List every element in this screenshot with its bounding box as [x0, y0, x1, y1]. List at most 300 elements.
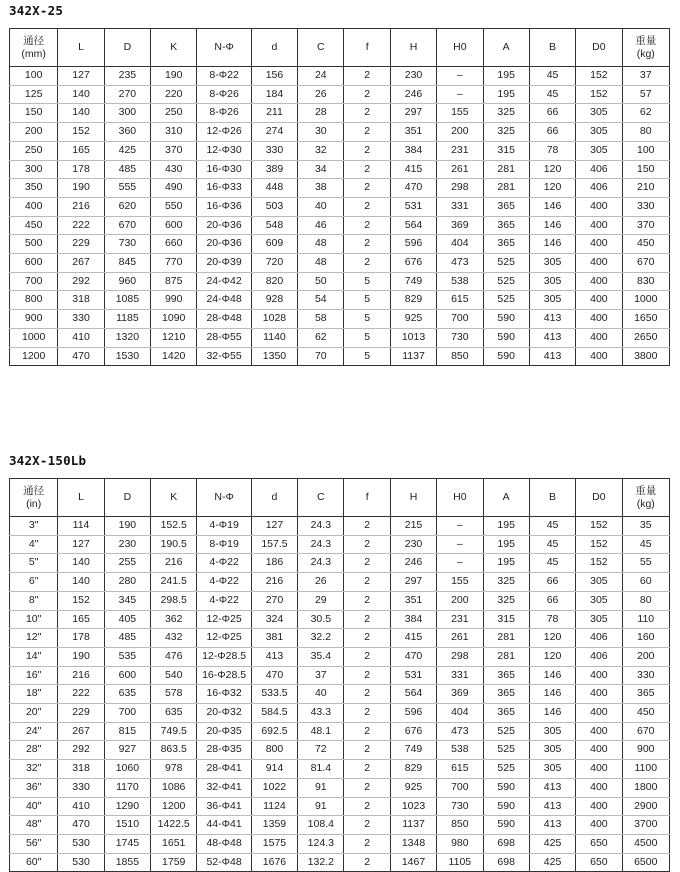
- table-cell: 345: [104, 591, 150, 610]
- table-cell: 292: [58, 272, 104, 291]
- table-cell: 400: [576, 797, 622, 816]
- table-cell: 590: [483, 778, 529, 797]
- table-row: [10, 179, 670, 198]
- table-cell: 108.4: [298, 816, 344, 835]
- table-cell: 425: [104, 141, 150, 160]
- table-cell: 16-Φ30: [197, 160, 251, 179]
- column-header-text: L: [78, 41, 84, 53]
- table-cell: 400: [576, 235, 622, 254]
- table-cell: 230: [104, 535, 150, 554]
- table-cell: 80: [622, 591, 669, 610]
- table-row: [10, 141, 670, 160]
- table-cell: 1137: [390, 347, 436, 366]
- table-cell: 960: [104, 272, 150, 291]
- table-cell: 152: [576, 535, 622, 554]
- table-cell: 670: [622, 254, 669, 273]
- table-cell: 190: [58, 179, 104, 198]
- table-cell: 140: [58, 85, 104, 104]
- table-cell: 415: [390, 629, 436, 648]
- table-cell: 29: [298, 591, 344, 610]
- table-cell: 12-Φ25: [197, 610, 251, 629]
- table-cell: 222: [58, 216, 104, 235]
- table-cell: 200: [10, 123, 58, 142]
- table-cell: 152: [58, 123, 104, 142]
- table-cell: 351: [390, 591, 436, 610]
- table-cell: 305: [529, 760, 575, 779]
- table-cell: 720: [251, 254, 297, 273]
- column-header-text: B: [549, 41, 557, 53]
- table-cell: 150: [622, 160, 669, 179]
- table-cell: 1467: [390, 853, 436, 872]
- table-cell: 184: [251, 85, 297, 104]
- table-cell: 927: [104, 741, 150, 760]
- table-cell: 55: [622, 554, 669, 573]
- table-cell: 24.3: [298, 535, 344, 554]
- column-header-text: C: [317, 41, 325, 53]
- table-cell: 500: [10, 235, 58, 254]
- table-cell: 470: [251, 666, 297, 685]
- table-cell: 331: [437, 197, 483, 216]
- table-cell: 700: [10, 272, 58, 291]
- table-cell: 32-Φ41: [197, 778, 251, 797]
- column-header: [151, 29, 197, 67]
- table-cell: 28-Φ55: [197, 328, 251, 347]
- table-cell: 473: [437, 722, 483, 741]
- table-cell: 305: [529, 741, 575, 760]
- table-cell: 432: [151, 629, 197, 648]
- table-cell: 8": [10, 591, 58, 610]
- table-cell: 1200: [10, 347, 58, 366]
- table-cell: 1170: [104, 778, 150, 797]
- table-cell: 45: [529, 535, 575, 554]
- table-cell: 318: [58, 760, 104, 779]
- table-cell: 250: [10, 141, 58, 160]
- table-cell: 400: [576, 778, 622, 797]
- table-cell: 16-Φ28.5: [197, 666, 251, 685]
- table-cell: 400: [576, 291, 622, 310]
- table-cell: 20-Φ36: [197, 216, 251, 235]
- table-title-342x-150lb: 342X-150Lb: [9, 453, 87, 468]
- column-header: [344, 479, 390, 517]
- table-cell: 146: [529, 197, 575, 216]
- table-cell: 48: [298, 254, 344, 273]
- table-cell: 830: [622, 272, 669, 291]
- table-cell: 485: [104, 629, 150, 648]
- table-cell: 72: [298, 741, 344, 760]
- table-cell: 2: [344, 741, 390, 760]
- table-cell: 35.4: [298, 647, 344, 666]
- table-cell: 274: [251, 123, 297, 142]
- table-cell: 26: [298, 85, 344, 104]
- table-cell: 32": [10, 760, 58, 779]
- table-cell: 330: [58, 778, 104, 797]
- table-cell: 590: [483, 310, 529, 329]
- table-cell: 315: [483, 141, 529, 160]
- table-cell: 80: [622, 123, 669, 142]
- table-cell: 2: [344, 179, 390, 198]
- column-header-text: K: [170, 491, 178, 503]
- table-cell: 609: [251, 235, 297, 254]
- table-cell: 52-Φ48: [197, 853, 251, 872]
- table-cell: 1023: [390, 797, 436, 816]
- table-cell: 400: [576, 741, 622, 760]
- table-cell: 2: [344, 722, 390, 741]
- table-row: [10, 123, 670, 142]
- table-row: [10, 685, 670, 704]
- table-cell: 305: [576, 610, 622, 629]
- table-cell: 330: [622, 666, 669, 685]
- column-header: [197, 29, 251, 67]
- table-cell: 246: [390, 554, 436, 573]
- table-cell: 978: [151, 760, 197, 779]
- table-cell: 146: [529, 666, 575, 685]
- table-cell: 38: [298, 179, 344, 198]
- table-cell: 298.5: [151, 591, 197, 610]
- table-cell: 1000: [10, 328, 58, 347]
- table-cell: 845: [104, 254, 150, 273]
- table-cell: 2: [344, 141, 390, 160]
- table-cell: 820: [251, 272, 297, 291]
- table-cell: 12-Φ28.5: [197, 647, 251, 666]
- table-cell: 200: [437, 591, 483, 610]
- table-cell: 525: [483, 741, 529, 760]
- table-cell: 2: [344, 85, 390, 104]
- table-cell: 91: [298, 778, 344, 797]
- table-cell: 615: [437, 291, 483, 310]
- table-cell: 450: [622, 704, 669, 723]
- table-cell: 24": [10, 722, 58, 741]
- table-cell: 210: [622, 179, 669, 198]
- table-cell: 676: [390, 254, 436, 273]
- table-cell: 369: [437, 216, 483, 235]
- table-cell: 216: [151, 554, 197, 573]
- table-row: [10, 535, 670, 554]
- table-cell: 485: [104, 160, 150, 179]
- table-cell: 45: [529, 67, 575, 86]
- table-cell: 190: [104, 517, 150, 536]
- table-cell: 525: [483, 722, 529, 741]
- table-cell: 305: [576, 141, 622, 160]
- table-cell: 270: [104, 85, 150, 104]
- table-cell: 222: [58, 685, 104, 704]
- table-cell: 548: [251, 216, 297, 235]
- column-header: [58, 29, 104, 67]
- table-cell: 1422.5: [151, 816, 197, 835]
- table-cell: 2: [344, 610, 390, 629]
- table-cell: 325: [483, 123, 529, 142]
- column-header-text: K: [170, 41, 178, 53]
- table-cell: 2: [344, 591, 390, 610]
- table-cell: 365: [622, 685, 669, 704]
- table-cell: 58: [298, 310, 344, 329]
- table-cell: 413: [529, 328, 575, 347]
- table-cell: 531: [390, 666, 436, 685]
- table-row: [10, 853, 670, 872]
- table-cell: 156: [251, 67, 297, 86]
- table-cell: 152.5: [151, 517, 197, 536]
- table-cell: –: [437, 85, 483, 104]
- table-row: [10, 347, 670, 366]
- column-header-text: A: [502, 491, 510, 503]
- table-cell: 1320: [104, 328, 150, 347]
- table-cell: 300: [10, 160, 58, 179]
- table-cell: 925: [390, 778, 436, 797]
- spec-table-342x-25: [9, 28, 670, 366]
- column-header: [58, 479, 104, 517]
- table-cell: 100: [622, 141, 669, 160]
- table-cell: 140: [58, 573, 104, 592]
- table-cell: 900: [10, 310, 58, 329]
- table-cell: 470: [390, 647, 436, 666]
- table-cell: 2: [344, 853, 390, 872]
- table-cell: 1137: [390, 816, 436, 835]
- table-cell: 32: [298, 141, 344, 160]
- table-cell: 365: [483, 704, 529, 723]
- table-row: [10, 328, 670, 347]
- table-cell: 450: [10, 216, 58, 235]
- table-cell: 863.5: [151, 741, 197, 760]
- table-cell: 24-Φ48: [197, 291, 251, 310]
- table-cell: 146: [529, 704, 575, 723]
- table-cell: 220: [151, 85, 197, 104]
- table-cell: 1200: [151, 797, 197, 816]
- table-cell: 62: [622, 104, 669, 123]
- table-cell: 165: [58, 141, 104, 160]
- column-header: [251, 479, 297, 517]
- table-cell: 190.5: [151, 535, 197, 554]
- table-cell: 45: [529, 517, 575, 536]
- table-cell: 928: [251, 291, 297, 310]
- table-cell: 404: [437, 704, 483, 723]
- table-cell: 190: [151, 67, 197, 86]
- table-cell: 152: [576, 67, 622, 86]
- table-cell: 1028: [251, 310, 297, 329]
- table-cell: 28-Φ35: [197, 741, 251, 760]
- table-cell: 473: [437, 254, 483, 273]
- table-cell: 700: [104, 704, 150, 723]
- column-header: [483, 29, 529, 67]
- table-cell: 20-Φ36: [197, 235, 251, 254]
- table-cell: 1124: [251, 797, 297, 816]
- table-cell: 267: [58, 722, 104, 741]
- table-cell: 16-Φ33: [197, 179, 251, 198]
- table-cell: 530: [58, 834, 104, 853]
- table-cell: 450: [622, 235, 669, 254]
- table-cell: 1060: [104, 760, 150, 779]
- table-cell: 48: [298, 235, 344, 254]
- table-cell: 400: [576, 760, 622, 779]
- table-row: [10, 647, 670, 666]
- table-cell: 20-Φ35: [197, 722, 251, 741]
- table-cell: 91: [298, 797, 344, 816]
- table-cell: 120: [529, 179, 575, 198]
- table-row: [10, 216, 670, 235]
- table-cell: 384: [390, 610, 436, 629]
- table-cell: 195: [483, 517, 529, 536]
- table-cell: 360: [104, 123, 150, 142]
- table-cell: 369: [437, 685, 483, 704]
- table-cell: 36-Φ41: [197, 797, 251, 816]
- table-cell: 400: [576, 310, 622, 329]
- table-cell: 16-Φ32: [197, 685, 251, 704]
- table-cell: –: [437, 67, 483, 86]
- table-cell: 4-Φ22: [197, 591, 251, 610]
- table-cell: 698: [483, 853, 529, 872]
- table-cell: 2: [344, 235, 390, 254]
- table-cell: 18": [10, 685, 58, 704]
- table-cell: 56": [10, 834, 58, 853]
- table-cell: 8-Φ26: [197, 104, 251, 123]
- table-cell: 564: [390, 685, 436, 704]
- table-cell: 1105: [437, 853, 483, 872]
- table-cell: 525: [483, 291, 529, 310]
- table-cell: 310: [151, 123, 197, 142]
- table-cell: 70: [298, 347, 344, 366]
- column-header: [298, 29, 344, 67]
- table-cell: 698: [483, 834, 529, 853]
- table-cell: 1530: [104, 347, 150, 366]
- column-header-text: 重量: [635, 484, 657, 497]
- column-header-text: N-Φ: [214, 491, 234, 503]
- table-cell: 1745: [104, 834, 150, 853]
- table-cell: 32.2: [298, 629, 344, 648]
- table-cell: 2: [344, 666, 390, 685]
- table-cell: 229: [58, 704, 104, 723]
- table-row: [10, 704, 670, 723]
- table-cell: 503: [251, 197, 297, 216]
- table-cell: 4-Φ22: [197, 554, 251, 573]
- table-cell: 670: [622, 722, 669, 741]
- table-cell: 178: [58, 629, 104, 648]
- table-cell: 195: [483, 535, 529, 554]
- table-cell: 66: [529, 104, 575, 123]
- table-cell: 413: [529, 347, 575, 366]
- column-header-text: H0: [453, 41, 467, 53]
- table-cell: 8-Φ22: [197, 67, 251, 86]
- table-cell: 400: [576, 216, 622, 235]
- table-cell: 564: [390, 216, 436, 235]
- table-cell: 45: [529, 85, 575, 104]
- table-header-row: [10, 29, 670, 67]
- table-cell: 6": [10, 573, 58, 592]
- column-header-text: (kg): [636, 497, 655, 510]
- column-header-text: D: [123, 41, 132, 53]
- table-cell: 230: [390, 67, 436, 86]
- table-cell: 925: [390, 310, 436, 329]
- table-cell: 400: [576, 197, 622, 216]
- table-cell: 1086: [151, 778, 197, 797]
- table-cell: 280: [104, 573, 150, 592]
- table-cell: 12-Φ26: [197, 123, 251, 142]
- table-cell: 60": [10, 853, 58, 872]
- column-header: [10, 29, 58, 67]
- table-cell: 155: [437, 573, 483, 592]
- table-cell: 415: [390, 160, 436, 179]
- table-cell: 600: [104, 666, 150, 685]
- table-row: [10, 797, 670, 816]
- table-cell: 216: [58, 197, 104, 216]
- table-cell: 5: [344, 291, 390, 310]
- column-header-text: D0: [592, 491, 606, 503]
- table-cell: 50: [298, 272, 344, 291]
- table-cell: 770: [151, 254, 197, 273]
- table-cell: 749: [390, 741, 436, 760]
- table-cell: 2: [344, 760, 390, 779]
- table-cell: 2: [344, 535, 390, 554]
- table-cell: 45: [622, 535, 669, 554]
- table-cell: 43.3: [298, 704, 344, 723]
- table-cell: 40: [298, 685, 344, 704]
- table-cell: 650: [576, 834, 622, 853]
- column-header-text: (in): [26, 497, 42, 510]
- column-header-text: (kg): [636, 47, 655, 60]
- table-cell: 476: [151, 647, 197, 666]
- table-row: [10, 197, 670, 216]
- column-header: [622, 479, 669, 517]
- table-cell: 318: [58, 291, 104, 310]
- table-cell: 24.3: [298, 554, 344, 573]
- table-cell: 36": [10, 778, 58, 797]
- table-row: [10, 517, 670, 536]
- table-row: [10, 85, 670, 104]
- table-cell: 2900: [622, 797, 669, 816]
- table-cell: 325: [483, 104, 529, 123]
- column-header-text: D0: [592, 41, 606, 53]
- table-row: [10, 816, 670, 835]
- table-cell: 30: [298, 123, 344, 142]
- table-cell: 1013: [390, 328, 436, 347]
- table-cell: 538: [437, 741, 483, 760]
- table-cell: 40: [298, 197, 344, 216]
- table-cell: 24.3: [298, 517, 344, 536]
- table-cell: 829: [390, 760, 436, 779]
- table-cell: 1090: [151, 310, 197, 329]
- table-cell: 78: [529, 141, 575, 160]
- table-cell: 1510: [104, 816, 150, 835]
- table-cell: 8-Φ19: [197, 535, 251, 554]
- table-cell: 1759: [151, 853, 197, 872]
- table-cell: 100: [10, 67, 58, 86]
- table-row: [10, 272, 670, 291]
- table-cell: 5: [344, 328, 390, 347]
- table-cell: 533.5: [251, 685, 297, 704]
- table-cell: 525: [483, 272, 529, 291]
- table-title-342x-25: 342X-25: [9, 3, 64, 18]
- table-cell: 406: [576, 647, 622, 666]
- table-cell: 305: [576, 123, 622, 142]
- table-row: [10, 629, 670, 648]
- table-cell: 66: [529, 573, 575, 592]
- table-cell: 530: [58, 853, 104, 872]
- table-cell: 215: [390, 517, 436, 536]
- table-cell: 140: [58, 554, 104, 573]
- table-cell: 400: [10, 197, 58, 216]
- table-cell: 1359: [251, 816, 297, 835]
- table-cell: 66: [529, 123, 575, 142]
- table-cell: 315: [483, 610, 529, 629]
- table-cell: 330: [251, 141, 297, 160]
- table-cell: 270: [251, 591, 297, 610]
- table-cell: 2: [344, 629, 390, 648]
- table-cell: 152: [576, 85, 622, 104]
- table-cell: 2: [344, 104, 390, 123]
- table-row: [10, 67, 670, 86]
- table-cell: 692.5: [251, 722, 297, 741]
- table-cell: 165: [58, 610, 104, 629]
- table-cell: 12-Φ30: [197, 141, 251, 160]
- table-cell: 990: [151, 291, 197, 310]
- table-cell: 8-Φ26: [197, 85, 251, 104]
